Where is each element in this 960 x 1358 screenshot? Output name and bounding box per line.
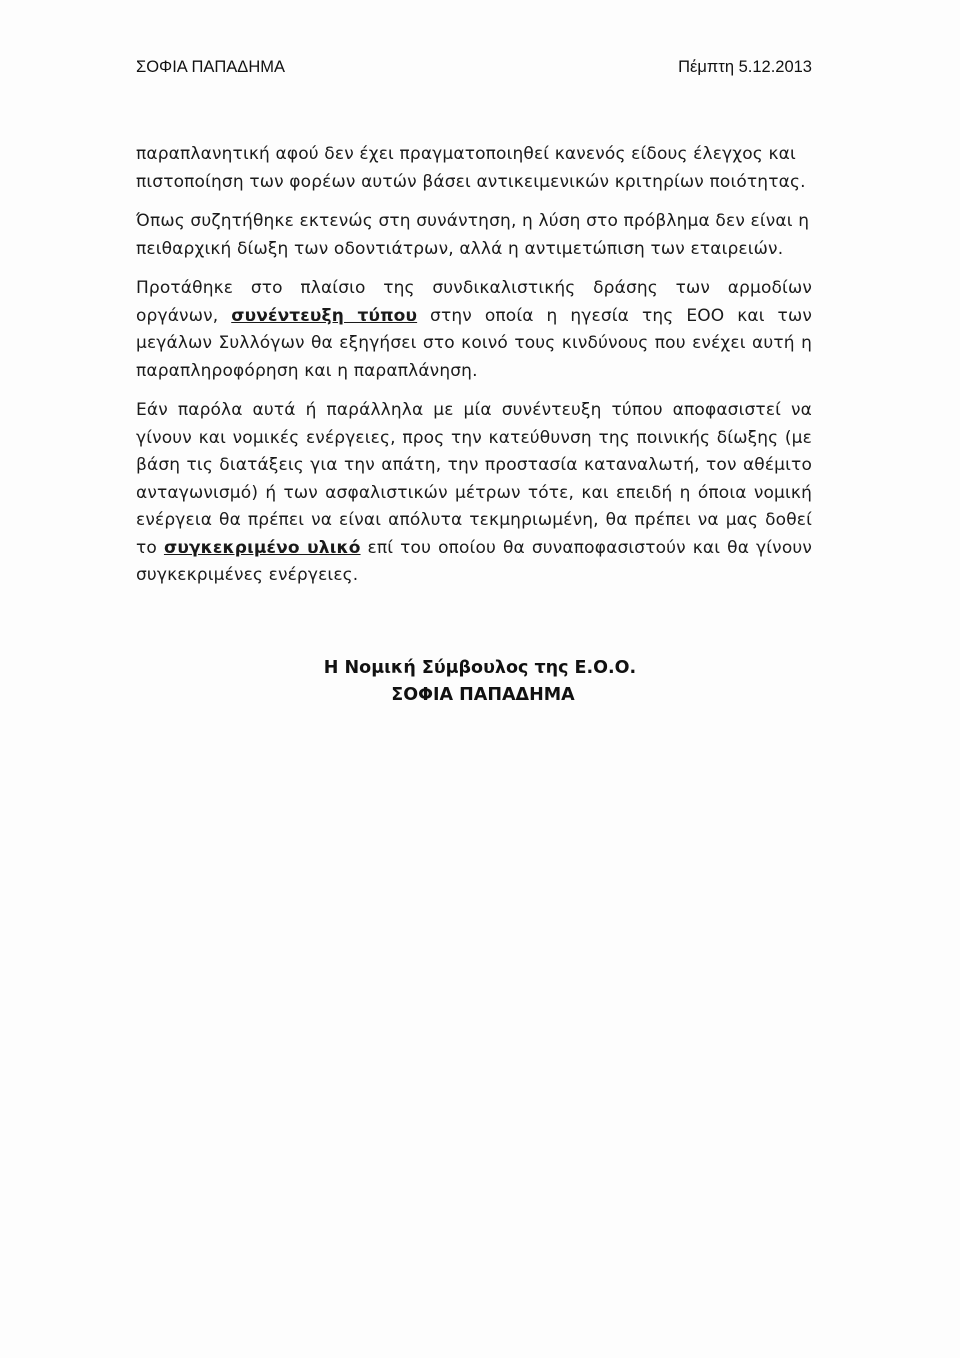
header-author: ΣΟΦΙΑ ΠΑΠΑΔΗΜΑ [136, 58, 285, 76]
header-date: Πέμπτη 5.12.2013 [678, 58, 812, 76]
signature-title: Η Νομική Σύμβουλος της Ε.Ο.Ο. [323, 658, 637, 678]
paragraph-1: παραπλανητική αφού δεν έχει πραγματοποιηθεί κανενός είδους έλεγχος και πιστοποίηση των φορέων αυτών βάσει αντικειμενικών κριτηρίων ποιότητας. [136, 144, 806, 192]
paragraph-3 [136, 275, 812, 385]
signature-name: ΣΟΦΙΑ ΠΑΠΑΔΗΜΑ [391, 685, 575, 705]
press-conference-underlined: συνέντευξη τύπου [231, 305, 418, 326]
specific-material-underlined: συγκεκριμένο υλικό [163, 537, 361, 558]
paragraph-3-text-start: Προτάθηκε στο πλαίσιο της συνδικαλιστικής δράσης των αρμοδίων οργάνων, [136, 278, 812, 326]
document-body [136, 141, 812, 602]
paragraph-4 [136, 397, 812, 590]
paragraph-4-text-start: Εάν παρόλα αυτά ή παράλληλα με μία συνέντευξη τύπου αποφασιστεί να γίνουν και νομικές ενέργειες, προς την κατεύθυνση της ποινικής δίωξης (με βάση τις διατάξεις για την απάτη, την προστασία καταναλωτή, τον αθέμιτο ανταγωνισμό) ή των ασφαλιστικών μέτρων τότε, και επειδή η όποια νομική ενέργεια θα πρέπει να είναι απόλυτα τεκμηριωμένη, θα πρέπει να μας δοθεί το [136, 400, 812, 558]
paragraph-4-text-end: επί του οποίου θα συναποφασιστούν και θα γίνουν συγκεκριμένες ενέργειες. [136, 537, 813, 585]
signature-block [0, 655, 960, 709]
paragraph-3-text-end: στην οποία η ηγεσία της ΕΟΟ και των μεγάλων Συλλόγων θα εξηγήσει στο κοινό τους κινδύνους που ενέχει αυτή η παραπληροφόρηση και η παραπλάνηση. [136, 305, 812, 381]
paragraph-2: Όπως συζητήθηκε εκτενώς στη συνάντηση, η λύση στο πρόβλημα δεν είναι η πειθαρχική δίωξη των οδοντιάτρων, αλλά η αντιμετώπιση των εταιρειών. [136, 211, 810, 259]
page-header [136, 58, 812, 82]
